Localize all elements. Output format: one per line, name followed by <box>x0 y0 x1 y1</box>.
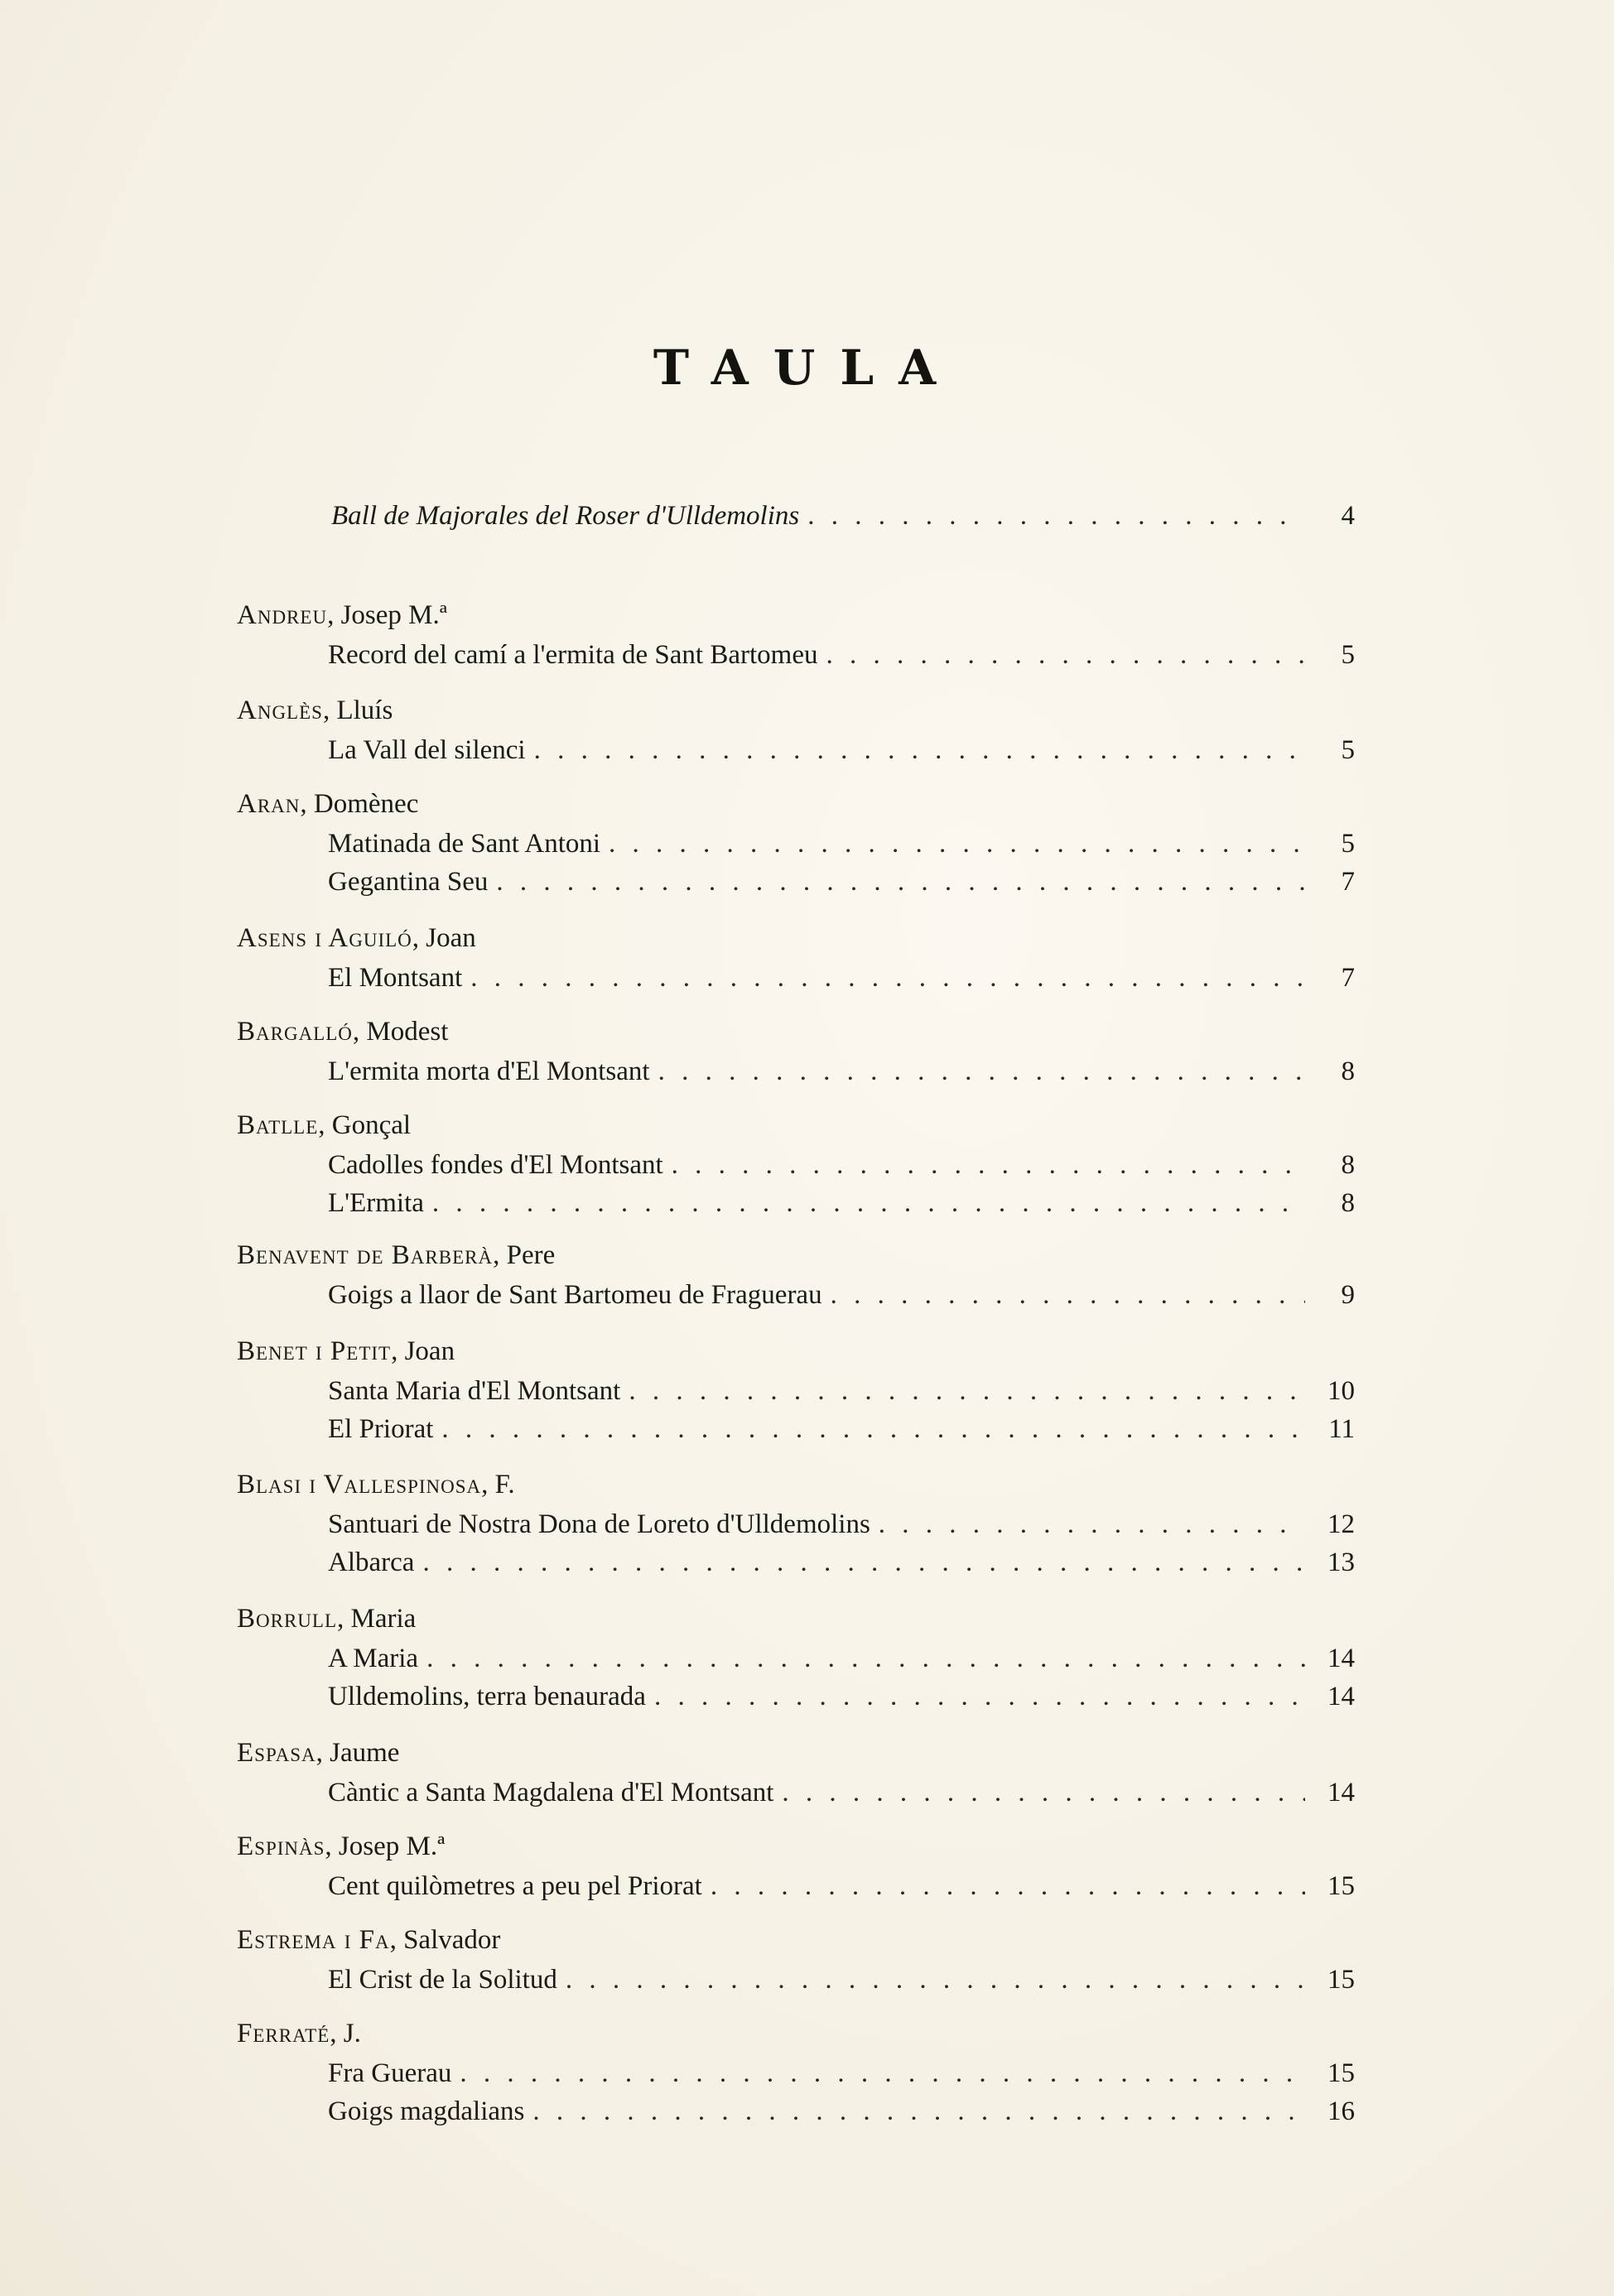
leader-dots <box>470 961 1305 994</box>
entry-title: Ball de Majorales del Roser d'Ulldemolins <box>331 501 800 531</box>
entry-page: 15 <box>1327 2058 1355 2088</box>
entry-page: 14 <box>1327 1778 1355 1807</box>
toc-intro-entry <box>331 501 1355 532</box>
toc-entry <box>328 2095 1355 2128</box>
entry-page: 14 <box>1327 1644 1355 1673</box>
leader-dots <box>658 1055 1305 1088</box>
page-title: TAULA <box>653 339 961 396</box>
author-given-name: , Pere <box>493 1240 556 1270</box>
entry-title: Santuari de Nostra Dona de Loreto d'Ulldemolins <box>328 1509 870 1539</box>
entry-page: 10 <box>1327 1376 1355 1406</box>
entry-title: El Priorat <box>328 1414 434 1444</box>
author-given-name: , Jaume <box>316 1738 400 1768</box>
author-heading <box>237 2017 361 2050</box>
author-surname: Blasi i Vallespinosa <box>237 1470 482 1499</box>
entry-page: 15 <box>1327 1965 1355 1995</box>
leader-dots <box>534 734 1305 767</box>
toc-entry <box>328 1187 1355 1220</box>
leader-dots <box>654 1680 1305 1713</box>
toc-entry <box>328 827 1355 860</box>
entry-page: 7 <box>1341 963 1355 993</box>
entry-title: Goigs magdalians <box>328 2096 525 2126</box>
author-given-name: , Gonçal <box>318 1110 412 1140</box>
leader-dots <box>711 1870 1305 1903</box>
author-given-name: , F. <box>481 1470 515 1499</box>
entry-page: 5 <box>1341 735 1355 765</box>
toc-entry <box>328 1642 1355 1675</box>
author-surname: Espinàs <box>237 1832 325 1861</box>
toc-entry <box>328 1374 1355 1408</box>
toc-entry <box>328 2057 1355 2090</box>
toc-entry <box>328 1508 1355 1541</box>
toc-entry <box>328 638 1355 671</box>
author-given-name: , Lluís <box>322 696 393 725</box>
entry-title: Cent quilòmetres a peu pel Priorat <box>328 1871 702 1901</box>
leader-dots <box>426 1642 1305 1675</box>
toc-entry <box>328 1680 1355 1713</box>
leader-dots <box>629 1374 1305 1408</box>
leader-dots <box>782 1776 1305 1809</box>
toc-entry <box>328 1546 1355 1579</box>
author-surname: Andreu <box>237 600 328 630</box>
entry-page: 15 <box>1327 1871 1355 1901</box>
entry-title: La Vall del silenci <box>328 735 526 765</box>
author-heading <box>237 922 476 955</box>
toc-entry <box>328 1278 1355 1312</box>
toc-entry <box>328 1776 1355 1809</box>
author-surname: Ferraté <box>237 2019 330 2048</box>
entry-title: Ulldemolins, terra benaurada <box>328 1682 646 1711</box>
entry-page: 8 <box>1341 1188 1355 1218</box>
author-heading <box>237 1335 455 1368</box>
author-surname: Borrull <box>237 1604 338 1634</box>
toc-entry <box>328 865 1355 898</box>
leader-dots <box>566 1963 1305 1996</box>
entry-page: 8 <box>1341 1150 1355 1180</box>
entry-page: 8 <box>1341 1057 1355 1086</box>
author-surname: Benavent de Barberà <box>237 1240 494 1270</box>
author-heading <box>237 599 447 632</box>
author-given-name: , J. <box>330 2019 361 2048</box>
author-heading <box>237 1468 515 1501</box>
toc-entry <box>328 1148 1355 1182</box>
entry-title: El Montsant <box>328 963 463 993</box>
entry-page: 16 <box>1327 2096 1355 2126</box>
author-heading <box>237 1239 555 1272</box>
toc-entry <box>328 1963 1355 1996</box>
entry-title: El Crist de la Solitud <box>328 1965 557 1995</box>
toc-entry <box>328 961 1355 994</box>
author-heading <box>237 1015 448 1048</box>
leader-dots <box>422 1546 1305 1579</box>
leader-dots <box>441 1413 1305 1446</box>
leader-dots <box>609 827 1305 860</box>
author-surname: Espasa <box>237 1738 316 1768</box>
toc-entry <box>328 1413 1355 1446</box>
entry-page: 5 <box>1341 640 1355 670</box>
entry-page: 13 <box>1327 1548 1355 1577</box>
leader-dots <box>672 1148 1305 1182</box>
author-heading <box>237 1830 445 1863</box>
author-surname: Aran <box>237 789 301 819</box>
author-given-name: , Salvador <box>389 1925 501 1955</box>
entry-title: Goigs a llaor de Sant Bartomeu de Fraguerau <box>328 1280 822 1310</box>
entry-page: 9 <box>1341 1280 1355 1310</box>
author-heading <box>237 1602 416 1635</box>
author-surname: Anglès <box>237 696 323 725</box>
toc-entry <box>328 734 1355 767</box>
author-surname: Asens i Aguiló <box>237 923 412 953</box>
leader-dots <box>826 638 1306 671</box>
entry-page: 12 <box>1327 1509 1355 1539</box>
entry-title: Gegantina Seu <box>328 867 489 897</box>
entry-title: Matinada de Sant Antoni <box>328 829 601 859</box>
entry-title: Cadolles fondes d'El Montsant <box>328 1150 663 1180</box>
author-heading <box>237 1923 500 1957</box>
entry-title: Santa Maria d'El Montsant <box>328 1376 621 1406</box>
entry-title: A Maria <box>328 1644 419 1673</box>
entry-page: 5 <box>1341 829 1355 859</box>
author-surname: Estrema i Fa <box>237 1925 390 1955</box>
leader-dots <box>879 1508 1305 1541</box>
author-surname: Benet i Petit <box>237 1336 392 1366</box>
entry-title: L'Ermita <box>328 1188 424 1218</box>
author-given-name: , Joan <box>391 1336 455 1366</box>
author-heading <box>237 694 393 727</box>
toc-entry <box>328 1870 1355 1903</box>
author-surname: Batlle <box>237 1110 319 1140</box>
author-heading <box>237 1109 411 1142</box>
author-heading <box>237 787 418 821</box>
entry-title: Albarca <box>328 1548 415 1577</box>
entry-page: 14 <box>1327 1682 1355 1711</box>
author-given-name: , Modest <box>352 1017 449 1047</box>
author-surname: Bargalló <box>237 1017 353 1047</box>
entry-title: Record del camí a l'ermita de Sant Bartomeu <box>328 640 818 670</box>
entry-title: Fra Guerau <box>328 2058 452 2088</box>
author-given-name: , Domènec <box>300 789 419 819</box>
author-given-name: , Maria <box>337 1604 417 1634</box>
toc-entry <box>328 1055 1355 1088</box>
leader-dots <box>460 2057 1305 2090</box>
author-given-name: , Josep M.ª <box>327 600 447 630</box>
leader-dots <box>532 2095 1305 2128</box>
author-given-name: , Joan <box>412 923 476 953</box>
author-heading <box>237 1736 399 1769</box>
entry-page: 4 <box>1341 501 1355 531</box>
entry-page: 7 <box>1341 867 1355 897</box>
leader-dots <box>807 501 1305 532</box>
leader-dots <box>432 1187 1305 1220</box>
entry-page: 11 <box>1328 1414 1355 1444</box>
entry-title: L'ermita morta d'El Montsant <box>328 1057 650 1086</box>
entry-title: Càntic a Santa Magdalena d'El Montsant <box>328 1778 774 1807</box>
leader-dots <box>831 1278 1305 1312</box>
author-given-name: , Josep M.ª <box>325 1832 446 1861</box>
leader-dots <box>496 865 1305 898</box>
